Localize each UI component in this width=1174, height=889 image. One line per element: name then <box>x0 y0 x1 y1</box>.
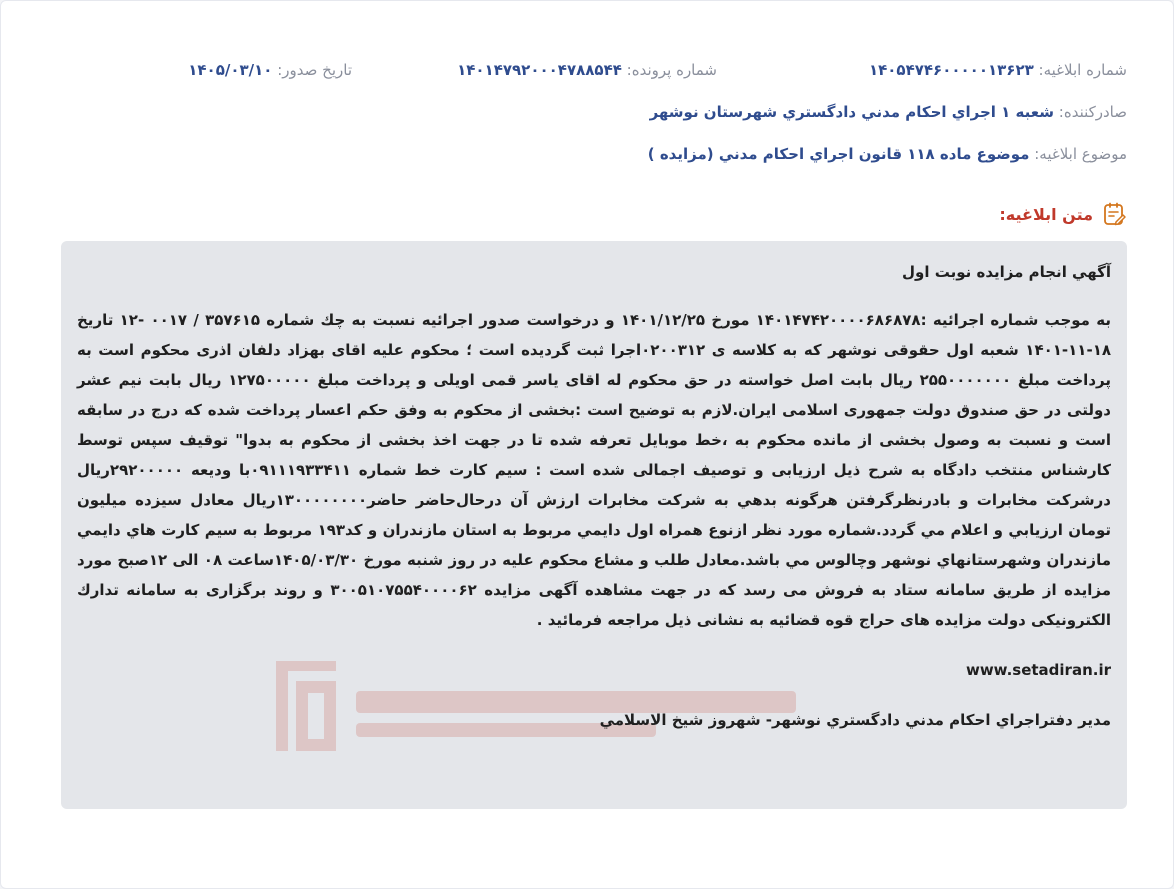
subject-label: موضوع ابلاغيه: <box>1034 145 1127 163</box>
subject-row <box>41 143 1127 165</box>
issue-date-value: ۱۴۰۵/۰۳/۱۰ <box>188 61 273 79</box>
issuer-row <box>41 101 1127 123</box>
case-number-value: ۱۴۰۱۴۷۹۲۰۰۰۴۷۸۸۵۴۴ <box>457 61 622 79</box>
notice-heading: آگهي انجام مزايده نوبت اول <box>902 263 1111 281</box>
notice-number-label: شماره ابلاغيه: <box>1038 61 1127 79</box>
notice-number-value: ۱۴۰۵۴۷۴۶۰۰۰۰۰۱۳۶۲۳ <box>868 61 1034 79</box>
case-number <box>457 59 717 81</box>
subject-value: موضوع ماده ۱۱۸ قانون اجراي احکام مدني (مزايده ) <box>647 145 1030 163</box>
note-edit-icon <box>1101 201 1127 227</box>
notice-text-section-title <box>999 201 1127 227</box>
notice-text <box>77 259 1111 733</box>
issuer-label: صادرکننده: <box>1058 103 1127 121</box>
notice-body <box>61 241 1127 809</box>
issue-date <box>188 59 352 81</box>
section-title-text: متن ابلاغيه: <box>999 204 1093 224</box>
issuer-value: شعبه ۱ اجراي احکام مدني دادگستري شهرستان نوشهر <box>649 103 1054 121</box>
case-number-label: شماره پرونده: <box>626 61 717 79</box>
setad-link: www.setadiran.ir <box>965 661 1111 679</box>
notice-number <box>869 59 1127 81</box>
notice-paragraph: به موجب شماره اجرائيه :۱۴۰۱۴۷۴۲۰۰۰۰۶۸۶۸۷۸ مورخ ۱۴۰۱/۱۲/۲۵ و درخواست صدور اجرائيه نسبت به چك شماره ۳۵۷۶۱۵ / ۰۰۱۷ -۱۲ تاريخ ۱۸-۱۱-۱۴۰۱ شعبه اول حقوقى نوشهر كه به كلاسه ى ۰۲۰۰۳۱۲اجرا ثبت گرديده است ؛ محكوم عليه اقاى بهزاد دلفان اذرى محكوم است به پرداخت مبلغ ۲۵۵۰۰۰۰۰۰۰ ريال بابت اصل خواسته در حق محكوم له اقاى ياسر قمى اويلى و پرداخت مبلغ ۱۲۷۵۰۰۰۰۰ ريال بابت نيم عشر دولتى در حق صندوق دولت جمهورى اسلامى ايران.لازم به توضيح است :بخشى از محكوم به وفق حكم اعسار پرداخت شده كه درج در سابقه است و نسبت به وصول بخشى از مانده محكوم به ،خط موبايل تعرفه شده تا در جهت اخذ بخشى از محكوم به بدوا" توقيف سپس توسط كارشناس منتخب دادگاه به شرح ذيل ارزيابى و توصيف اجمالى شده است : سيم كارت خط شماره ۰۹۱۱۱۹۳۳۴۱۱با وديعه ۲۹۲۰۰۰۰۰ريال درشركت مخابرات و بادرنظرگرفتن هرگونه بدهي به شرکت مخابرات ارزش آن درحال‌حاضر حاضر۱۳۰۰۰۰۰۰۰۰ريال معادل سيزده ميليون تومان ارزيابي و اعلام مي گردد.شماره مورد نظر ازنوع همراه اول دايمي مربوط به استان مازندران و كد۱۹۳ مربوط به سيم كارت هاي دايمي مازندران وشهرستانهاي نوشهر وچالوس مي باشد.معادل طلب و مشاع محكوم عليه در روز شنبه مورخ ۱۴۰۵/۰۳/۳۰ساعت ۰۸ الى ۱۲صبح مورد مزايده از طريق سامانه ستاد به فروش مى رسد كه در جهت مشاهده آگهى مزايده ۳۰۰۵۱۰۷۵۵۴۰۰۰۰۶۲ و روند برگزارى به سامانه تدارك الكترونيكى دولت مزايده هاى حراج قوه قضائيه به نشانى ذيل مراجعه فرمائيد . <box>77 311 1112 629</box>
issue-date-label: تاريخ صدور: <box>277 61 352 79</box>
notice-signature: مدير دفتراجراي احكام مدني دادگستري نوشهر- شهروز شيخ الاسلامي <box>599 711 1111 729</box>
